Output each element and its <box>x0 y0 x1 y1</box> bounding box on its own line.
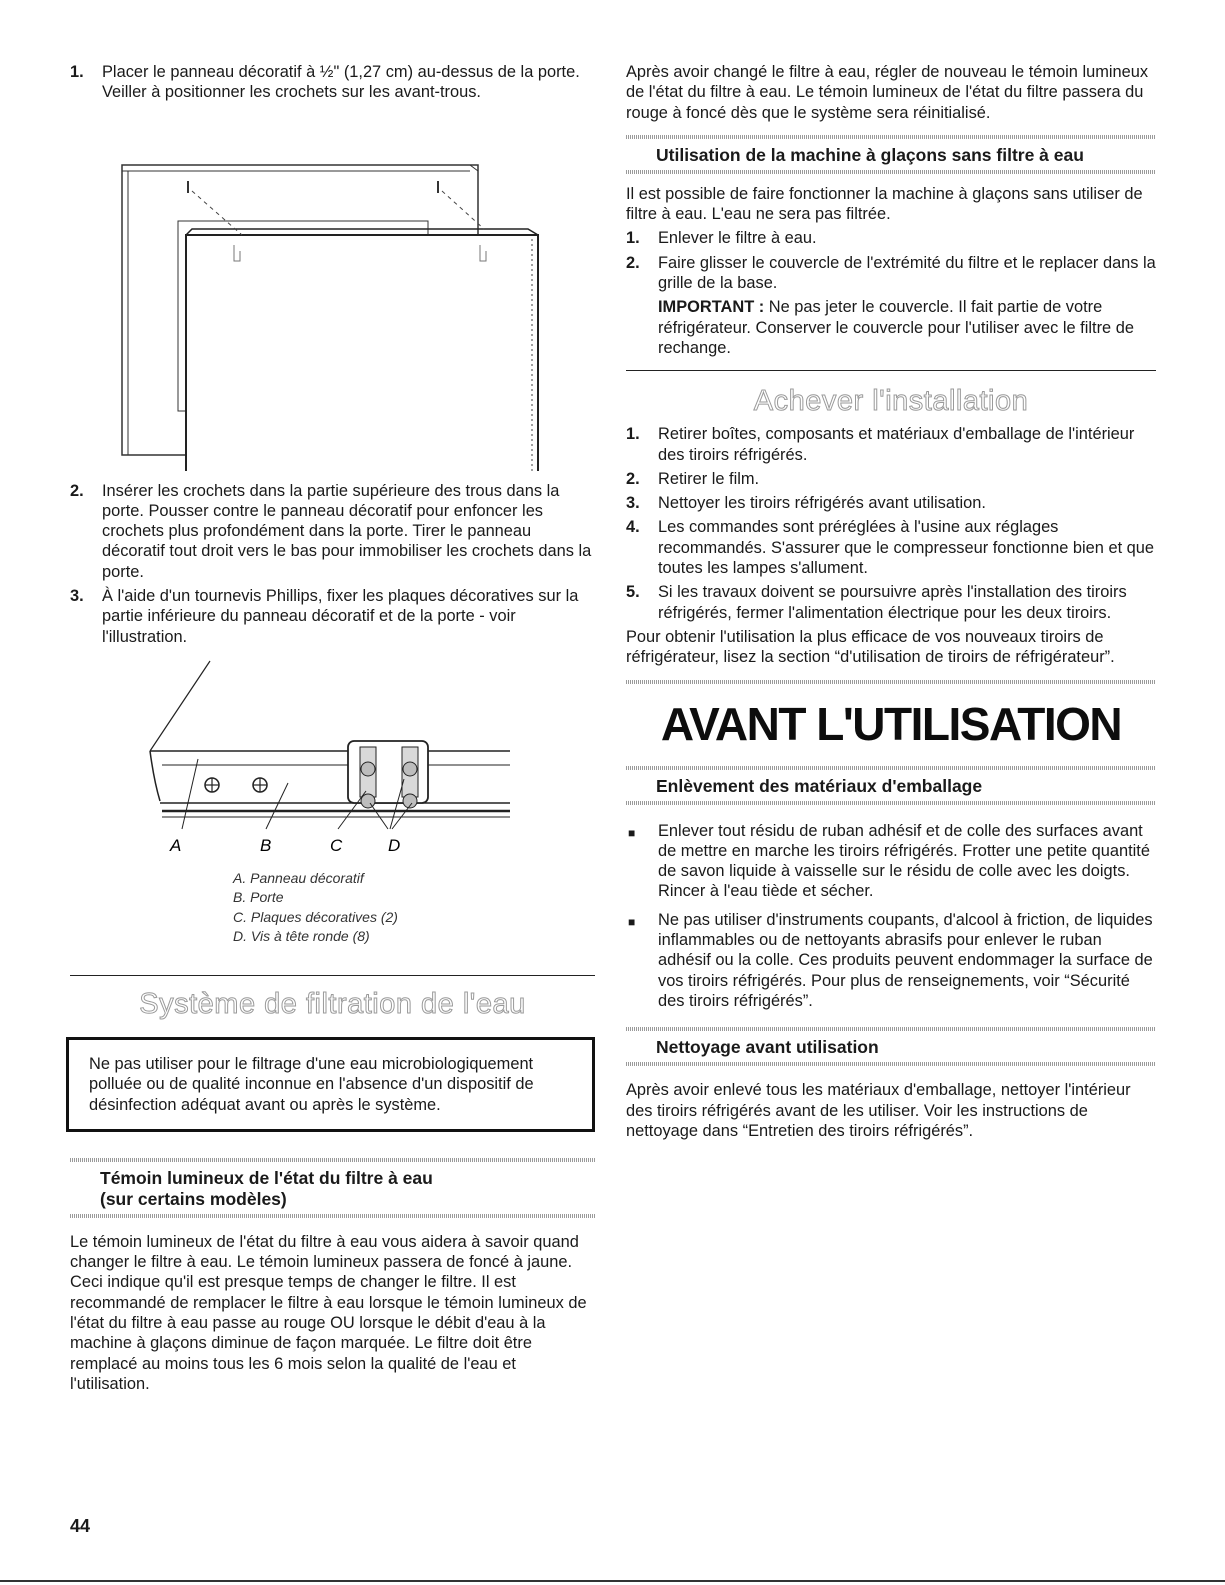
page-number: 44 <box>70 1516 91 1536</box>
step-number: 3. <box>70 587 84 606</box>
step-number: 2. <box>70 481 84 500</box>
heading-rule-bottom <box>70 1214 595 1218</box>
page-bottom-rule <box>0 1580 1225 1582</box>
step-text: Insérer les crochets dans la partie supérieure des trous dans la porte. Pousser contre le panneau décoratif pour enfoncer les crochets plus profondément dans la porte. Tirer le panneau décoratif tout droit vers le bas pour immobiliser les crochets dans la porte. <box>102 481 592 581</box>
cleaning-paragraph: Après avoir enlevé tous les matériaux d'emballage, nettoyer l'intérieur des tiroirs réfrigérés avant de les utiliser. Voir les instructions de nettoyage dans “Entretien des tiroirs réfrigérés”. <box>626 1081 1131 1140</box>
bullet-item <box>626 910 1156 1011</box>
panel-hook-illustration <box>70 111 595 471</box>
caption: A. Panneau décoratif <box>233 869 364 886</box>
label-c: C <box>330 835 343 855</box>
step-text: Si les travaux doivent se poursuivre après l'installation des tiroirs réfrigérés, fermer l'alimentation électrique pour les deux tiroirs. <box>658 583 1127 622</box>
caption: D. Vis à tête ronde (8) <box>233 928 370 945</box>
bullet-icon: ■ <box>628 914 636 929</box>
section-title-filtration: Système de filtration de l'eau <box>139 987 526 1020</box>
step-number: 2. <box>626 253 640 272</box>
step-3 <box>70 586 595 647</box>
bullet-icon: ■ <box>628 825 636 840</box>
caption: B. Porte <box>233 889 284 906</box>
step-number: 3. <box>626 494 640 513</box>
ice-step-1 <box>626 228 1156 248</box>
step-number: 4. <box>626 518 640 537</box>
finish-step <box>626 424 1156 465</box>
right-column <box>626 62 1156 1141</box>
important-label: IMPORTANT : <box>658 298 765 317</box>
finish-steps <box>626 424 1156 623</box>
step-text: Placer le panneau décoratif à ½" (1,27 cm) au-dessus de la porte. Veiller à positionner les crochets sur les avant-trous. <box>102 63 580 102</box>
label-b: B <box>260 835 272 855</box>
bullet-text: Ne pas utiliser d'instruments coupants, d'alcool à friction, de liquides inflammables ou de nettoyants abrasifs pour enlever le ruban adhésif ou la colle. Ces produits peuvent endommager la surface de vos tiroirs réfrigérés. Pour plus de renseignements, voir “Sécurité des tiroirs réfrigérés”. <box>658 910 1153 1010</box>
important-text: Ne pas jeter le couvercle. Il fait partie de votre réfrigérateur. Conserver le couvercle pour l'utiliser avec le filtre de rechange. <box>658 298 1134 357</box>
step-text: Enlever le filtre à eau. <box>658 229 817 248</box>
step-number: 5. <box>626 583 640 602</box>
step-number: 2. <box>626 469 640 488</box>
step-text: À l'aide d'un tournevis Phillips, fixer les plaques décoratives sur la partie inférieure du panneau décoratif et de la porte - voir l'illustration. <box>102 587 579 646</box>
left-column <box>70 62 595 1394</box>
step-number: 1. <box>70 63 84 81</box>
packaging-heading: Enlèvement des matériaux d'emballage <box>656 775 983 796</box>
filter-light-paragraph: Le témoin lumineux de l'état du filtre à eau vous aidera à savoir quand changer le filtre à eau. Le témoin lumineux passera de foncé à jaune. Ceci indique qu'il est presque temps de changer le filtre. Il est recommandé de remplacer le filtre à eau lorsque le témoin lumineux de l'état du filtre à eau passe au rouge OU lorsque le débit d'eau à la machine à glaçons diminue de façon marquée. Le filtre doit être remplacé au moins tous les 6 mois selon la qualité de l'eau et l'utilisation. <box>70 1232 587 1393</box>
cleaning-heading: Nettoyage avant utilisation <box>656 1037 879 1058</box>
step-text: Nettoyer les tiroirs réfrigérés avant utilisation. <box>658 494 986 513</box>
big-title: AVANT L'UTILISATION <box>660 697 1122 750</box>
section-title-finish: Achever l'installation <box>753 385 1029 418</box>
label-d: D <box>388 835 401 855</box>
intro-paragraph: Après avoir changé le filtre à eau, régler de nouveau le témoin lumineux de l'état du filtre à eau. Le témoin lumineux de l'état du filtre passera du rouge à foncé dès que le système sera réinitialisé. <box>626 63 1149 122</box>
finish-step <box>626 469 1156 489</box>
step-text: Retirer boîtes, composants et matériaux d'emballage de l'intérieur des tiroirs réfrigérés. <box>658 425 1135 464</box>
heading-line: Témoin lumineux de l'état du filtre à eau <box>100 1167 433 1188</box>
finish-step <box>626 582 1156 623</box>
step-text: Faire glisser le couvercle de l'extrémité du filtre et le replacer dans la grille de la base. <box>658 253 1156 293</box>
label-a: A <box>170 835 182 855</box>
figure-captions <box>70 869 595 947</box>
heading-rule-bottom <box>626 801 1156 805</box>
heading-rule-bottom <box>626 1062 1156 1066</box>
finish-step <box>626 517 1156 578</box>
filter-light-heading <box>70 1162 595 1214</box>
ice-maker-heading: Utilisation de la machine à glaçons sans filtre à eau <box>656 144 1084 165</box>
step-number: 1. <box>626 425 640 444</box>
warning-text: Ne pas utiliser pour le filtrage d'une eau microbiologiquement polluée ou de qualité inconnue en l'absence d'un dispositif de désinfection adéquat avant ou après le système. <box>89 1054 534 1114</box>
step-2 <box>70 481 595 582</box>
ice-step-2 <box>626 253 1156 358</box>
bullet-text: Enlever tout résidu de ruban adhésif et de colle des surfaces avant de mettre en marche les tiroirs réfrigérés. Frotter une petite quantité de savon liquide à vaisselle sur le résidu de colle avec les doigts. Rincer à l'eau tiède et sécher. <box>658 821 1150 901</box>
heading-line: (sur certains modèles) <box>100 1188 287 1209</box>
step-number: 1. <box>626 229 640 248</box>
heading-rule-bottom <box>626 170 1156 174</box>
finish-paragraph: Pour obtenir l'utilisation la plus efficace de vos nouveaux tiroirs de réfrigérateur, lisez la section “d'utilisation de tiroirs de réfrigérateur”. <box>626 627 1115 667</box>
bullet-item <box>626 821 1156 902</box>
title-rule-top <box>626 680 1156 684</box>
ice-paragraph: Il est possible de faire fonctionner la machine à glaçons sans utiliser de filtre à eau. L'eau ne sera pas filtrée. <box>626 184 1143 224</box>
section-rule <box>70 975 595 976</box>
section-rule <box>626 370 1156 371</box>
step-1 <box>70 62 595 103</box>
trim-plate-illustration <box>70 651 595 861</box>
step-text: Retirer le film. <box>658 469 760 488</box>
warning-box <box>66 1037 595 1132</box>
packaging-bullets <box>626 821 1156 1012</box>
step-text: Les commandes sont préréglées à l'usine aux réglages recommandés. S'assurer que le compresseur fonctionne bien et que toutes les lampes s'allument. <box>658 518 1155 578</box>
important-note <box>658 297 1156 358</box>
finish-step <box>626 493 1156 513</box>
caption: C. Plaques décoratives (2) <box>233 908 398 925</box>
